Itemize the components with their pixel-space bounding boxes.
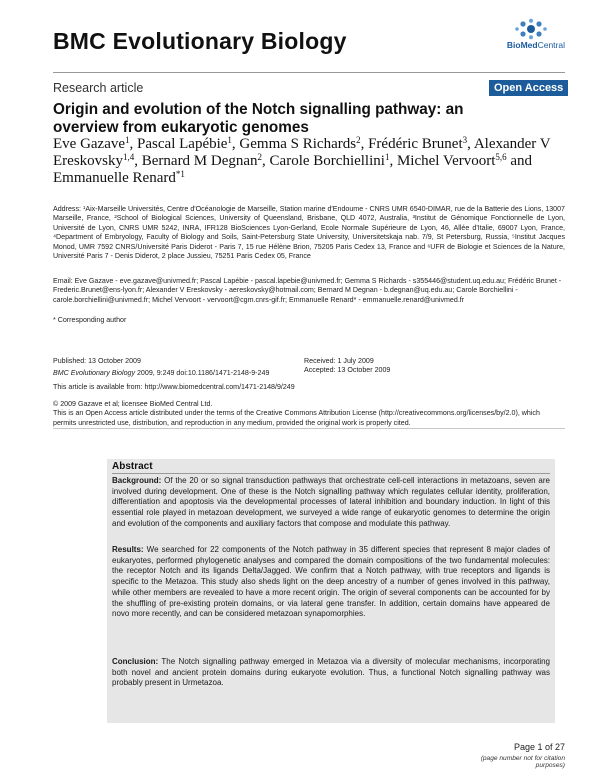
publication-info <box>53 357 293 379</box>
author-name[interactable]: Carole Borchiellini$^1$ <box>269 152 390 169</box>
author-affiliation-mark: 3 <box>462 135 468 145</box>
author-affiliation-mark: 1,4 <box>123 152 135 162</box>
author-list: Eve Gazave$^1$, Pascal Lapébie$^1$, Gemma S Richards$^2$, Frédéric Brunet$^3$, Alexander V Ereskovsky$^{1,4}$, Bernard M Degnan$^2$, Carole Borchiellini$^1$, Michel Vervoort$^{5,6}$ and Emmanuelle Renard$^{*1}$ <box>53 135 551 186</box>
page-number-note: (page number not for citation purposes) <box>480 755 565 769</box>
author-name[interactable]: Bernard M Degnan$^2$ <box>141 152 263 169</box>
received-date: Received: 1 July 2009 <box>304 357 374 365</box>
author-name[interactable]: Michel Vervoort$^{5,6}$ <box>396 152 507 169</box>
affiliations: Address: ¹Aix-Marseille Universités, Centre d'Océanologie de Marseille, Station marine d'Endoume - CNRS UMR 6540-DIMAR, rue de la Batterie des Lions, 13007 Marseille, France, ²School of Biological Sciences, University of Queensland, Brisbane, QLD 4072, Australia, ³Institut de Génomique Fonctionnelle de Lyon, Université de Lyon, CNRS UMR 5242, INRA, IFR128 BioSciences Lyon-Gerland, Ecole Normale Supérieure de Lyon, 46, Allée d'Italie, 69007 Lyon, France, ⁴Department of Embryology, Faculty of Biology and Soils, Saint-Petersburg State University, Universitetskaja nab. 7/9, St Petersburg, Russia, ⁵Institut Jacques Monod, UMR 7592 CNRS/Université Paris Diderot - Paris 7, 15 rue Hélène Brion, 75205 Paris Cedex 13, France and ⁶UFR de Biologie et Sciences de la Nature, Université Paris 7 - Denis Diderot, 2 place Jussieu, 75251 Paris Cedex 05, France <box>53 205 565 261</box>
abstract-heading: Abstract <box>112 461 153 472</box>
publisher-name: BioMedCentral <box>506 40 565 50</box>
article-url[interactable]: This article is available from: http://www.biomedcentral.com/1471-2148/9/249 <box>53 383 295 391</box>
header-divider <box>53 72 565 73</box>
abstract-results: Results: We searched for 22 components of the Notch pathway in 35 different species that represent 8 major clades of eukaryotes, performed phylogenetic analyses and compared the domain compositions of the two fundamental molecules: the receptor Notch and its ligands Delta/Jagged. We confirm that a Notch pathway, with true receptors and ligands is specific to the Metazoa. This study also sheds light on the deep ancestry of a number of genes involved in this pathway, while other members are revealed to have a more recent origin. The origin of several components can be accounted for by the shuffling of pre-existing protein domains, or via lateral gene transfer. In addition, certain domains have appeared de novo more recently, and can be considered metazoan synapomorphies. <box>112 545 550 619</box>
dates <box>304 357 504 376</box>
author-name[interactable]: Frédéric Brunet$^3$ <box>368 135 468 152</box>
author-emails[interactable]: Email: Eve Gazave - eve.gazave@univmed.fr; Pascal Lapébie - pascal.lapebie@univmed.fr; Gemma S Richards - s355446@student.uq.edu.au; Frédéric Brunet - Frederic.Brunet@ens-lyon.fr; Alexander V Ereskovsky - aereskovsky@hotmail.com; Bernard M Degnan - b.degnan@uq.edu.au; Carole Borchiellini - carole.borchiellini@univmed.fr; Michel Vervoort - vervoort@cgm.cnrs-gif.fr; Emmanuelle Renard* - emmanuelle.renard@univmed.fr <box>53 277 562 304</box>
author-affiliation-mark: 2 <box>356 135 361 145</box>
author-name[interactable]: Emmanuelle Renard$^{*1}$ <box>53 169 185 186</box>
author-affiliation-mark: 1 <box>125 135 130 145</box>
author-name[interactable]: Eve Gazave$^1$ <box>53 135 130 152</box>
section-divider <box>53 428 565 429</box>
license-text: This is an Open Access article distributed under the terms of the Creative Commons Attribution License (http://creativecommons.org/licenses/by/2.0), which permits unrestricted use, distribution, and reproduction in any medium, provided the original work is properly cited. <box>53 409 540 427</box>
author-affiliation-mark: 5,6 <box>495 152 507 162</box>
biomed-logo-icon <box>497 18 565 40</box>
author-affiliation-mark: 1 <box>227 135 232 145</box>
copyright-line: © 2009 Gazave et al; licensee BioMed Central Ltd. <box>53 400 213 408</box>
publisher-logo[interactable] <box>497 18 565 52</box>
abstract-conclusion: Conclusion: The Notch signalling pathway emerged in Metazoa via a diversity of molecular mechanisms, incorporating both novel and ancient protein domains during eukaryote evolution. Thus, a functional Notch signalling pathway was probably present in Urmetazoa. <box>112 657 550 688</box>
author-name[interactable]: Alexander V Ereskovsky$^{1,4}$ <box>53 136 551 169</box>
author-affiliation-mark: 1 <box>384 152 390 162</box>
author-name[interactable]: Gemma S Richards$^2$ <box>239 135 361 152</box>
abstract-background: Background: Of the 20 or so signal transduction pathways that orchestrate cell-cell interactions in metazoans, seven are involved during development. One of these is the Notch signalling pathway which regulates cellular identity, proliferation, differentiation and apoptosis via the developmental processes of lateral inhibition and boundary induction. In light of this essential role played in metazoan development, we surveyed a wide range of eukaryotic genomes to determine the origin and evolution of the components and auxiliary factors that compose and modulate this pathway. <box>112 476 550 528</box>
author-name[interactable]: Pascal Lapébie$^1$ <box>137 135 232 152</box>
accepted-date: Accepted: 13 October 2009 <box>304 366 391 375</box>
journal-title: BMC Evolutionary Biology <box>53 28 347 54</box>
citation: BMC Evolutionary Biology 2009, 9:249 doi:10.1186/1471-2148-9-249 <box>53 369 270 378</box>
open-access-badge[interactable]: Open Access <box>489 80 568 96</box>
article-type: Research article <box>53 81 144 95</box>
author-affiliation-mark: *1 <box>175 169 185 179</box>
published-date: Published: 13 October 2009 <box>53 357 141 365</box>
author-affiliation-mark: 2 <box>257 152 263 162</box>
abstract-divider <box>112 473 550 474</box>
page-number: Page 1 of 27 <box>513 742 565 752</box>
copyright-block <box>53 400 565 428</box>
author-and: and <box>506 153 533 169</box>
article-title: Origin and evolution of the Notch signalling pathway: an overview from eukaryotic genomes <box>53 101 464 136</box>
corresponding-author-note: * Corresponding author <box>53 316 127 324</box>
